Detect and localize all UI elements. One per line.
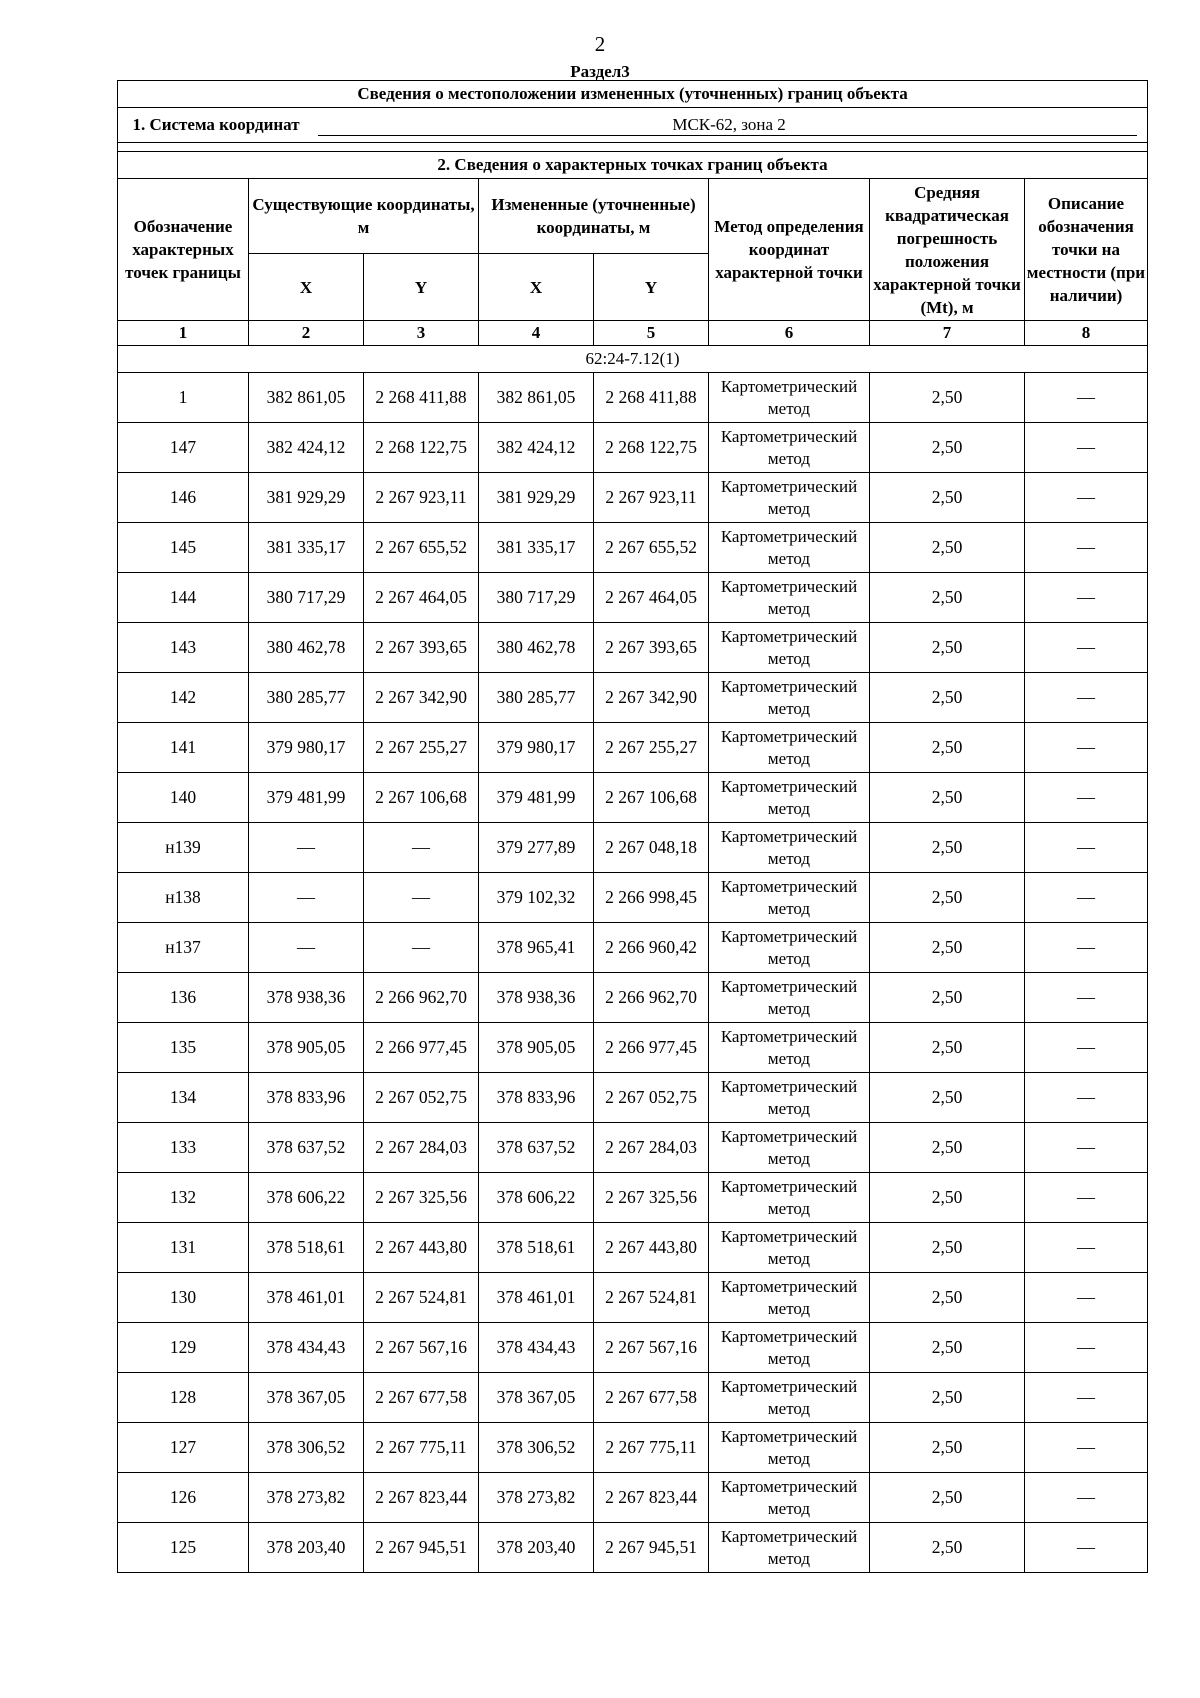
point-description: — (1025, 823, 1148, 873)
table-row (118, 623, 1148, 673)
header-changed-y: Y (594, 254, 709, 321)
header-existing-coordinates: Существующие координаты, м (249, 179, 479, 254)
table-row (118, 1373, 1148, 1423)
existing-y: 2 266 977,45 (364, 1023, 479, 1073)
changed-x: 378 637,52 (479, 1123, 594, 1173)
error-value: 2,50 (870, 923, 1025, 973)
point-description: — (1025, 373, 1148, 423)
changed-y: 2 267 655,52 (594, 523, 709, 573)
table-row (118, 473, 1148, 523)
column-number: 2 (249, 321, 364, 346)
point-description: — (1025, 1073, 1148, 1123)
table-row (118, 523, 1148, 573)
error-value: 2,50 (870, 1123, 1025, 1173)
table-row (118, 1223, 1148, 1273)
point-designation: 132 (118, 1173, 249, 1223)
point-description: — (1025, 1523, 1148, 1573)
header-designation: Обозначение характерных точек границы (118, 179, 249, 321)
existing-x: 380 717,29 (249, 573, 364, 623)
point-description: — (1025, 1223, 1148, 1273)
existing-x: 382 424,12 (249, 423, 364, 473)
existing-x: 378 461,01 (249, 1273, 364, 1323)
existing-y: — (364, 923, 479, 973)
table-row (118, 723, 1148, 773)
error-value: 2,50 (870, 823, 1025, 873)
boundary-points-table (117, 80, 1148, 1573)
table-row (118, 773, 1148, 823)
method: Картометрический метод (709, 573, 870, 623)
table-row (118, 573, 1148, 623)
column-number-row (118, 321, 1148, 346)
point-description: — (1025, 423, 1148, 473)
column-number: 7 (870, 321, 1025, 346)
point-designation: 125 (118, 1523, 249, 1573)
changed-x: 378 833,96 (479, 1073, 594, 1123)
existing-x: 382 861,05 (249, 373, 364, 423)
changed-y: 2 267 048,18 (594, 823, 709, 873)
method: Картометрический метод (709, 673, 870, 723)
existing-x: 378 203,40 (249, 1523, 364, 1573)
table-row (118, 923, 1148, 973)
changed-x: 379 102,32 (479, 873, 594, 923)
existing-x: 378 518,61 (249, 1223, 364, 1273)
changed-x: 378 965,41 (479, 923, 594, 973)
existing-x: 379 481,99 (249, 773, 364, 823)
point-designation: 1 (118, 373, 249, 423)
changed-x: 378 367,05 (479, 1373, 594, 1423)
existing-x: — (249, 823, 364, 873)
existing-y: 2 267 106,68 (364, 773, 479, 823)
point-designation: 146 (118, 473, 249, 523)
changed-y: 2 267 255,27 (594, 723, 709, 773)
existing-y: — (364, 873, 479, 923)
point-designation: 142 (118, 673, 249, 723)
column-number: 5 (594, 321, 709, 346)
existing-x: 378 637,52 (249, 1123, 364, 1173)
method: Картометрический метод (709, 473, 870, 523)
changed-y: 2 267 052,75 (594, 1073, 709, 1123)
point-description: — (1025, 723, 1148, 773)
method: Картометрический метод (709, 623, 870, 673)
method: Картометрический метод (709, 1473, 870, 1523)
changed-y: 2 267 393,65 (594, 623, 709, 673)
header-existing-x: X (249, 254, 364, 321)
changed-y: 2 266 962,70 (594, 973, 709, 1023)
changed-y: 2 267 325,56 (594, 1173, 709, 1223)
point-description: — (1025, 1173, 1148, 1223)
table-row (118, 423, 1148, 473)
error-value: 2,50 (870, 1373, 1025, 1423)
changed-y: 2 267 342,90 (594, 673, 709, 723)
point-designation: 136 (118, 973, 249, 1023)
spacer-row (118, 143, 1148, 152)
method: Картометрический метод (709, 1523, 870, 1573)
table-row (118, 1273, 1148, 1323)
method: Картометрический метод (709, 1323, 870, 1373)
point-designation: 129 (118, 1323, 249, 1373)
point-designation: н139 (118, 823, 249, 873)
coordinate-system-value: МСК-62, зона 2 (318, 115, 1137, 136)
table-row (118, 1023, 1148, 1073)
table-row (118, 973, 1148, 1023)
existing-y: 2 267 284,03 (364, 1123, 479, 1173)
error-value: 2,50 (870, 573, 1025, 623)
existing-y: 2 267 464,05 (364, 573, 479, 623)
error-value: 2,50 (870, 1323, 1025, 1373)
changed-x: 382 861,05 (479, 373, 594, 423)
header-description: Описание обозначения точки на местности (при наличии) (1025, 179, 1148, 321)
changed-x: 380 462,78 (479, 623, 594, 673)
point-description: — (1025, 873, 1148, 923)
existing-y: — (364, 823, 479, 873)
error-value: 2,50 (870, 623, 1025, 673)
error-value: 2,50 (870, 723, 1025, 773)
changed-x: 379 481,99 (479, 773, 594, 823)
changed-y: 2 267 443,80 (594, 1223, 709, 1273)
method: Картометрический метод (709, 823, 870, 873)
existing-y: 2 268 122,75 (364, 423, 479, 473)
table-row (118, 1423, 1148, 1473)
method: Картометрический метод (709, 1073, 870, 1123)
table-row (118, 1323, 1148, 1373)
point-designation: н138 (118, 873, 249, 923)
existing-y: 2 268 411,88 (364, 373, 479, 423)
coordinate-system-row (118, 108, 1148, 143)
header-changed-x: X (479, 254, 594, 321)
existing-x: 378 367,05 (249, 1373, 364, 1423)
column-number: 6 (709, 321, 870, 346)
changed-x: 378 518,61 (479, 1223, 594, 1273)
existing-x: 378 833,96 (249, 1073, 364, 1123)
header-existing-y: Y (364, 254, 479, 321)
error-value: 2,50 (870, 1223, 1025, 1273)
method: Картометрический метод (709, 373, 870, 423)
existing-x: 378 938,36 (249, 973, 364, 1023)
point-description: — (1025, 973, 1148, 1023)
method: Картометрический метод (709, 423, 870, 473)
table-row (118, 1123, 1148, 1173)
changed-x: 378 203,40 (479, 1523, 594, 1573)
existing-y: 2 267 677,58 (364, 1373, 479, 1423)
error-value: 2,50 (870, 523, 1025, 573)
column-number: 3 (364, 321, 479, 346)
point-designation: 135 (118, 1023, 249, 1073)
point-designation: 127 (118, 1423, 249, 1473)
existing-x: 378 905,05 (249, 1023, 364, 1073)
existing-y: 2 267 393,65 (364, 623, 479, 673)
point-description: — (1025, 523, 1148, 573)
header-error: Средняя квадратическая погрешность положения характерной точки (Mt), м (870, 179, 1025, 321)
point-description: — (1025, 1423, 1148, 1473)
changed-y: 2 266 998,45 (594, 873, 709, 923)
point-description: — (1025, 673, 1148, 723)
section-title: Раздел3 (570, 62, 630, 81)
points-caption: 2. Сведения о характерных точках границ объекта (118, 152, 1148, 179)
existing-y: 2 267 524,81 (364, 1273, 479, 1323)
method: Картометрический метод (709, 723, 870, 773)
existing-x: 380 462,78 (249, 623, 364, 673)
point-designation: н137 (118, 923, 249, 973)
existing-x: 379 980,17 (249, 723, 364, 773)
error-value: 2,50 (870, 1173, 1025, 1223)
point-description: — (1025, 473, 1148, 523)
point-description: — (1025, 573, 1148, 623)
error-value: 2,50 (870, 373, 1025, 423)
changed-x: 380 717,29 (479, 573, 594, 623)
changed-x: 381 335,17 (479, 523, 594, 573)
existing-y: 2 266 962,70 (364, 973, 479, 1023)
existing-y: 2 267 342,90 (364, 673, 479, 723)
error-value: 2,50 (870, 1073, 1025, 1123)
point-designation: 130 (118, 1273, 249, 1323)
parcel-id: 62:24-7.12(1) (118, 346, 1148, 373)
error-value: 2,50 (870, 1423, 1025, 1473)
table-row (118, 823, 1148, 873)
point-description: — (1025, 923, 1148, 973)
existing-y: 2 267 923,11 (364, 473, 479, 523)
header-method: Метод определения координат характерной точки (709, 179, 870, 321)
point-designation: 145 (118, 523, 249, 573)
existing-y: 2 267 823,44 (364, 1473, 479, 1523)
method: Картометрический метод (709, 523, 870, 573)
method: Картометрический метод (709, 1373, 870, 1423)
changed-y: 2 267 284,03 (594, 1123, 709, 1173)
point-description: — (1025, 623, 1148, 673)
existing-y: 2 267 443,80 (364, 1223, 479, 1273)
changed-x: 379 980,17 (479, 723, 594, 773)
header-changed-coordinates: Измененные (уточненные) координаты, м (479, 179, 709, 254)
table-row (118, 873, 1148, 923)
changed-y: 2 267 677,58 (594, 1373, 709, 1423)
coordinate-system-label: 1. Система координат (132, 114, 300, 134)
changed-y: 2 267 823,44 (594, 1473, 709, 1523)
table-row (118, 1173, 1148, 1223)
point-designation: 128 (118, 1373, 249, 1423)
point-description: — (1025, 1273, 1148, 1323)
method: Картометрический метод (709, 1223, 870, 1273)
table-row (118, 373, 1148, 423)
table-row (118, 1523, 1148, 1573)
changed-x: 379 277,89 (479, 823, 594, 873)
changed-x: 378 461,01 (479, 1273, 594, 1323)
changed-y: 2 267 524,81 (594, 1273, 709, 1323)
point-description: — (1025, 773, 1148, 823)
point-designation: 140 (118, 773, 249, 823)
point-designation: 141 (118, 723, 249, 773)
changed-y: 2 267 945,51 (594, 1523, 709, 1573)
changed-x: 382 424,12 (479, 423, 594, 473)
point-designation: 147 (118, 423, 249, 473)
existing-y: 2 267 567,16 (364, 1323, 479, 1373)
changed-y: 2 268 122,75 (594, 423, 709, 473)
point-designation: 131 (118, 1223, 249, 1273)
changed-x: 378 905,05 (479, 1023, 594, 1073)
method: Картометрический метод (709, 973, 870, 1023)
method: Картометрический метод (709, 1423, 870, 1473)
changed-x: 381 929,29 (479, 473, 594, 523)
point-description: — (1025, 1373, 1148, 1423)
method: Картометрический метод (709, 1173, 870, 1223)
changed-y: 2 267 106,68 (594, 773, 709, 823)
error-value: 2,50 (870, 973, 1025, 1023)
existing-y: 2 267 655,52 (364, 523, 479, 573)
changed-x: 378 938,36 (479, 973, 594, 1023)
changed-x: 378 273,82 (479, 1473, 594, 1523)
changed-y: 2 267 464,05 (594, 573, 709, 623)
table-row (118, 1473, 1148, 1523)
method: Картометрический метод (709, 873, 870, 923)
method: Картометрический метод (709, 1023, 870, 1073)
error-value: 2,50 (870, 423, 1025, 473)
existing-y: 2 267 255,27 (364, 723, 479, 773)
existing-x: 378 434,43 (249, 1323, 364, 1373)
error-value: 2,50 (870, 1523, 1025, 1573)
error-value: 2,50 (870, 773, 1025, 823)
error-value: 2,50 (870, 1473, 1025, 1523)
error-value: 2,50 (870, 473, 1025, 523)
method: Картометрический метод (709, 1273, 870, 1323)
error-value: 2,50 (870, 873, 1025, 923)
point-description: — (1025, 1023, 1148, 1073)
existing-x: — (249, 873, 364, 923)
column-number: 8 (1025, 321, 1148, 346)
existing-x: 378 606,22 (249, 1173, 364, 1223)
page-number: 2 (594, 32, 606, 56)
changed-x: 378 434,43 (479, 1323, 594, 1373)
point-description: — (1025, 1323, 1148, 1373)
column-number: 4 (479, 321, 594, 346)
changed-y: 2 266 977,45 (594, 1023, 709, 1073)
changed-y: 2 268 411,88 (594, 373, 709, 423)
existing-x: 381 335,17 (249, 523, 364, 573)
method: Картометрический метод (709, 923, 870, 973)
existing-x: 381 929,29 (249, 473, 364, 523)
point-description: — (1025, 1473, 1148, 1523)
point-designation: 144 (118, 573, 249, 623)
existing-x: 378 306,52 (249, 1423, 364, 1473)
error-value: 2,50 (870, 1023, 1025, 1073)
table-row (118, 1073, 1148, 1123)
existing-y: 2 267 052,75 (364, 1073, 479, 1123)
changed-x: 380 285,77 (479, 673, 594, 723)
changed-x: 378 606,22 (479, 1173, 594, 1223)
point-description: — (1025, 1123, 1148, 1173)
changed-x: 378 306,52 (479, 1423, 594, 1473)
point-designation: 133 (118, 1123, 249, 1173)
point-designation: 126 (118, 1473, 249, 1523)
method: Картометрический метод (709, 1123, 870, 1173)
changed-y: 2 267 567,16 (594, 1323, 709, 1373)
point-designation: 143 (118, 623, 249, 673)
existing-x: 378 273,82 (249, 1473, 364, 1523)
existing-x: — (249, 923, 364, 973)
existing-y: 2 267 325,56 (364, 1173, 479, 1223)
existing-y: 2 267 775,11 (364, 1423, 479, 1473)
table-row (118, 673, 1148, 723)
changed-y: 2 266 960,42 (594, 923, 709, 973)
changed-y: 2 267 923,11 (594, 473, 709, 523)
existing-y: 2 267 945,51 (364, 1523, 479, 1573)
error-value: 2,50 (870, 673, 1025, 723)
point-designation: 134 (118, 1073, 249, 1123)
changed-y: 2 267 775,11 (594, 1423, 709, 1473)
existing-x: 380 285,77 (249, 673, 364, 723)
method: Картометрический метод (709, 773, 870, 823)
table-caption: Сведения о местоположении измененных (уточненных) границ объекта (118, 81, 1148, 108)
column-number: 1 (118, 321, 249, 346)
error-value: 2,50 (870, 1273, 1025, 1323)
